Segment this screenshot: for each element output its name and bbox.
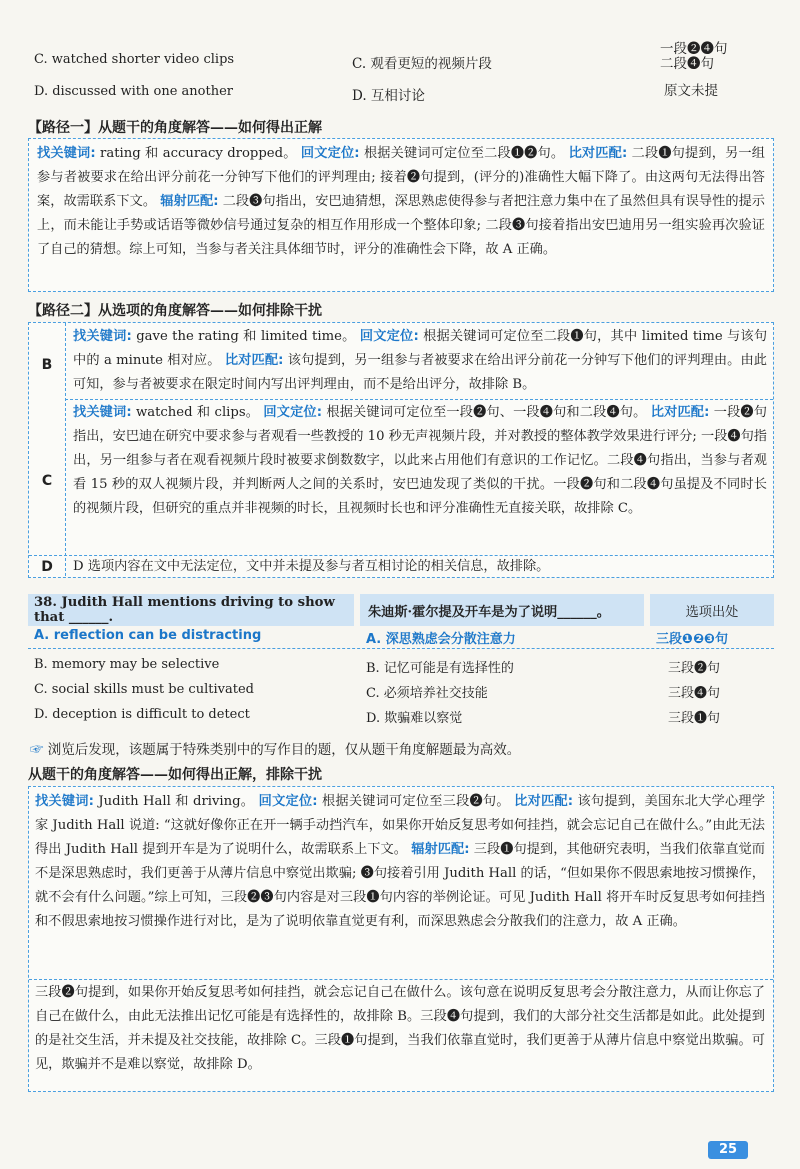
tag-locate: 回文定位: bbox=[258, 794, 318, 809]
q38-option-c-source: 三段❹句 bbox=[668, 686, 721, 701]
q38-option-a-zh: A. 深思熟虑会分散注意力 bbox=[366, 632, 516, 647]
path3-keywords: Judith Hall 和 driving。 bbox=[98, 794, 255, 809]
q38-option-c-en: C. social skills must be cultivated bbox=[34, 682, 254, 697]
tag-locate: 回文定位: bbox=[300, 146, 360, 161]
q38-option-d-zh: D. 欺骗难以察觉 bbox=[366, 711, 463, 726]
path3-elimination: 三段❷句提到，如果你开始反复思考如何挂挡，就会忘记自己在做什么。该句意在说明反复思考会分散注意力，从而让你忘了自己在做什么，由此无法推出记忆可能是有选择性的，故排除 B。三段❹句提到，我们的大部分社交生活都是如此。此处提到的是社交生活，并未提及社交技能，故排除 C。三段❶句提到，当我们依靠直觉时，我们更善于从薄片信息中察觉出欺骗。可见，欺骗并不是难以察觉，故排除 D。 bbox=[35, 985, 765, 1072]
path1-match: 二段❶句提到，另一组参与者被要求在给出评分前花一分钟写下他们的评判理由; 接着❷句提到，(评分的)准确性大幅下降了。由这两句无法得出答案，故需联系下文。 bbox=[37, 146, 765, 209]
tag-keywords: 找关键词: bbox=[35, 794, 94, 809]
note-line bbox=[30, 738, 520, 758]
tag-match: 比对匹配: bbox=[650, 405, 710, 420]
tag-keywords: 找关键词: bbox=[73, 329, 132, 344]
option-c-en: C. watched shorter video clips bbox=[34, 52, 235, 67]
path3-text bbox=[35, 790, 765, 934]
path2-b-match: 该句提到，另一组参与者被要求在给出评分前花一分钟写下他们的评判理由。由此可知，参与者被要求在限定时间内写出评判理由，而不是给出评分，故排除 B。 bbox=[73, 353, 767, 392]
tag-match: 比对匹配: bbox=[224, 353, 284, 368]
path3-radiate: 三段❶句提到，其他研究表明，当我们依靠直觉而不是深思熟虑时，我们更善于从薄片信息中察觉出欺骗; ❸句接着引用 Judith Hall 的话，“但如果你不假思索地按习惯操作，就不会有什么问题。”综上可知，三段❷❸句内容是对三段❶句内容的举例论证。可见 Judith Hall 将开车时反复思考如何挂挡和不假思索地按习惯操作进行对比，是为了说明依靠直觉更有利，而深思熟虑会分散我们的注意力，故 A 正确。 bbox=[35, 842, 765, 929]
tag-match: 比对匹配: bbox=[514, 794, 574, 809]
tag-locate: 回文定位: bbox=[359, 329, 419, 344]
path2-heading: 【路径二】从选项的角度解答——如何排除干扰 bbox=[28, 303, 322, 319]
path2-b-text bbox=[73, 325, 767, 397]
q38-answer-divider bbox=[28, 648, 774, 649]
q38-option-a-en: A. reflection can be distracting bbox=[34, 628, 262, 643]
path2-column-divider bbox=[65, 323, 66, 576]
path2-d-text: D 选项内容在文中无法定位，文中并未提及参与者互相讨论的相关信息，故排除。 bbox=[73, 559, 550, 574]
q38-option-b-source: 三段❷句 bbox=[668, 661, 721, 676]
path2-c-text bbox=[73, 401, 767, 521]
path1-locate: 根据关键词可定位至二段❶❷句。 bbox=[363, 146, 565, 161]
path3-match: 该句提到，美国东北大学心理学家 Judith Hall 说道: “这就好像你正在开一辆手动挡汽车，如果你开始反复思考如何挂挡，就会忘记自己在做什么。”由此无法得出 Judith Hall 提到开车是为了说明什么，故需联系上下文。 bbox=[35, 794, 766, 857]
path1-keywords: rating 和 accuracy dropped。 bbox=[100, 146, 297, 161]
option-d-zh: D. 互相讨论 bbox=[352, 88, 425, 104]
option-c-zh: C. 观看更短的视频片段 bbox=[352, 56, 492, 72]
q38-option-d-en: D. deception is difficult to detect bbox=[34, 707, 250, 722]
path2-b-locate: 根据关键词可定位至二段❶句，其中 limited time 与该句中的 a minute 相对应。 bbox=[73, 329, 767, 368]
path3-locate: 根据关键词可定位至三段❷句。 bbox=[322, 794, 510, 809]
q38-stem-en: 38. Judith Hall mentions driving to show that ______. bbox=[28, 594, 354, 626]
path2-c-keywords: watched 和 clips。 bbox=[135, 405, 260, 420]
path1-text bbox=[37, 142, 765, 262]
option-c-source-1: 一段❷❹句 bbox=[660, 41, 728, 57]
path2-b-keywords: gave the rating 和 limited time。 bbox=[136, 329, 356, 344]
path3-box bbox=[28, 786, 774, 1092]
path2-letter-d: D bbox=[41, 559, 53, 575]
option-d-source: 原文未提 bbox=[664, 83, 718, 99]
tag-locate: 回文定位: bbox=[263, 405, 323, 420]
q38-option-b-en: B. memory may be selective bbox=[34, 657, 220, 672]
path2-box bbox=[28, 322, 774, 578]
path1-radiate: 二段❸句指出，安巴迪猜想，深思熟虑使得参与者把注意力集中在了虽然但具有误导性的提示上，而未能让手势或话语等微妙信号通过复杂的相互作用形成一个整体印象; 二段❸句接着指出安巴迪用另一组实验再次验证了自己的猜想。综上可知，当参与者关注具体细节时，评分的准确性会下降，故 A 正确。 bbox=[37, 194, 765, 257]
q38-option-d-source: 三段❶句 bbox=[668, 711, 721, 726]
path3-heading: 从题干的角度解答——如何得出正解，排除干扰 bbox=[28, 767, 322, 783]
path1-box bbox=[28, 138, 774, 292]
pointing-hand-icon: ☞ bbox=[30, 742, 44, 758]
path2-row-divider bbox=[65, 399, 773, 400]
q38-option-c-zh: C. 必须培养社交技能 bbox=[366, 686, 488, 701]
tag-radiate: 辐射匹配: bbox=[160, 194, 219, 209]
path2-c-match: 一段❷句指出，安巴迪在研究中要求参与者观看一些教授的 10 秒无声视频片段，并对教授的整体教学效果进行评分; 一段❹句指出，另一组参与者在观看视频片段时被要求倒数数字，以此来占用他们有意识的工作记忆。二段❹句指出，当参与者观看 15 秒的双人视频片段，并判断两人之间的关系时，安巴迪发现了类似的干扰。一段❷句和二段❹句虽提及不同时长的视频片段，但研究的重点并非视频的时长，且视频时长也和评分准确性无直接关联，故排除 C。 bbox=[73, 405, 767, 516]
tag-keywords: 找关键词: bbox=[73, 405, 132, 420]
tag-match: 比对匹配: bbox=[568, 146, 628, 161]
q38-source-header: 选项出处 bbox=[650, 594, 774, 626]
q38-stem-zh: 朱迪斯·霍尔提及开车是为了说明______。 bbox=[360, 594, 644, 626]
option-c-source-2: 二段❹句 bbox=[660, 56, 714, 72]
path2-letter-c: C bbox=[41, 473, 53, 489]
path3-divider bbox=[29, 979, 773, 980]
note-text: 浏览后发现，该题属于特殊类别中的写作目的题，仅从题干角度解题最为高效。 bbox=[47, 742, 521, 758]
q38-option-b-zh: B. 记忆可能是有选择性的 bbox=[366, 661, 514, 676]
tag-radiate: 辐射匹配: bbox=[411, 842, 470, 857]
path1-heading: 【路径一】从题干的角度解答——如何得出正解 bbox=[28, 120, 322, 136]
option-d-en: D. discussed with one another bbox=[34, 84, 234, 99]
q38-option-a-source: 三段❶❷❸句 bbox=[656, 632, 729, 647]
path2-c-locate: 根据关键词可定位至一段❷句、一段❹句和二段❹句。 bbox=[326, 405, 647, 420]
option-c-source bbox=[660, 42, 728, 72]
page-number: 25 bbox=[708, 1141, 748, 1159]
tag-keywords: 找关键词: bbox=[37, 146, 96, 161]
path2-letter-b: B bbox=[41, 357, 53, 373]
